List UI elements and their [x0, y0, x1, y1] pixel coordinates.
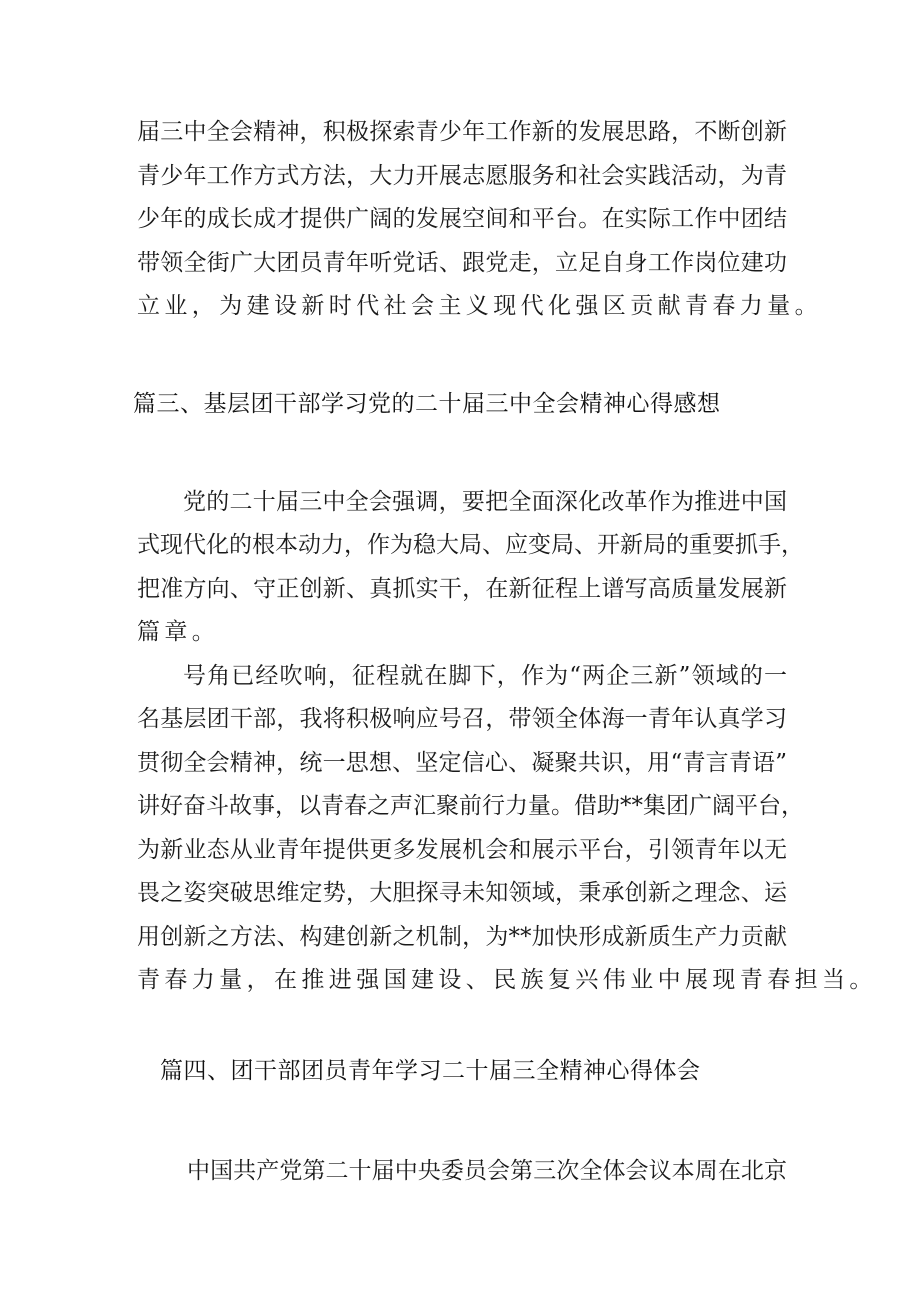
paragraph-line: 名基层团干部，我将积极响应号召，带领全体海一青年认真学习 — [137, 706, 787, 732]
section-heading: 篇四、团干部团员青年学习二十届三全精神心得体会 — [160, 1058, 701, 1084]
paragraph-line: 号角已经吹响，征程就在脚下，作为“两企三新”领域的一 — [183, 663, 787, 689]
paragraph-line: 篇章。 — [137, 619, 220, 645]
paragraph-line: 青少年工作方式方法，大力开展志愿服务和社会实践活动，为青 — [137, 163, 787, 189]
paragraph-line: 用创新之方法、构建创新之机制，为**加快形成新质生产力贡献 — [137, 924, 787, 950]
paragraph-line: 带领全街广大团员青年听党话、跟党走，立足自身工作岗位建功 — [137, 250, 787, 276]
paragraph-line: 讲好奋斗故事，以青春之声汇聚前行力量。借助**集团广阔平台， — [137, 793, 804, 819]
paragraph-line: 党的二十届三中全会强调，要把全面深化改革作为推进中国 — [183, 489, 787, 515]
paragraph-line: 把准方向、守正创新、真抓实干，在新征程上谱写高质量发展新 — [137, 576, 787, 602]
paragraph-line: 贯彻全会精神，统一思想、坚定信心、凝聚共识，用“青言青语” — [137, 750, 787, 776]
paragraph-line: 中国共产党第二十届中央委员会第三次全体会议本周在北京 — [187, 1158, 787, 1184]
paragraph-line: 少年的成长成才提供广阔的发展空间和平台。在实际工作中团结 — [137, 206, 787, 232]
section-heading: 篇三、基层团干部学习党的二十届三中全会精神心得感想 — [133, 391, 721, 417]
paragraph-line: 式现代化的根本动力，作为稳大局、应变局、开新局的重要抓手， — [137, 532, 804, 558]
paragraph-line: 畏之姿突破思维定势，大胆探寻未知领域，秉承创新之理念、运 — [137, 880, 787, 906]
paragraph-line: 为新业态从业青年提供更多发展机会和展示平台，引领青年以无 — [137, 837, 787, 863]
paragraph-line: 立业，为建设新时代社会主义现代化强区贡献青春力量。 — [137, 293, 822, 319]
paragraph-line: 届三中全会精神，积极探索青少年工作新的发展思路，不断创新 — [137, 119, 787, 145]
paragraph-line: 青春力量，在推进强国建设、民族复兴伟业中展现青春担当。 — [137, 967, 877, 993]
